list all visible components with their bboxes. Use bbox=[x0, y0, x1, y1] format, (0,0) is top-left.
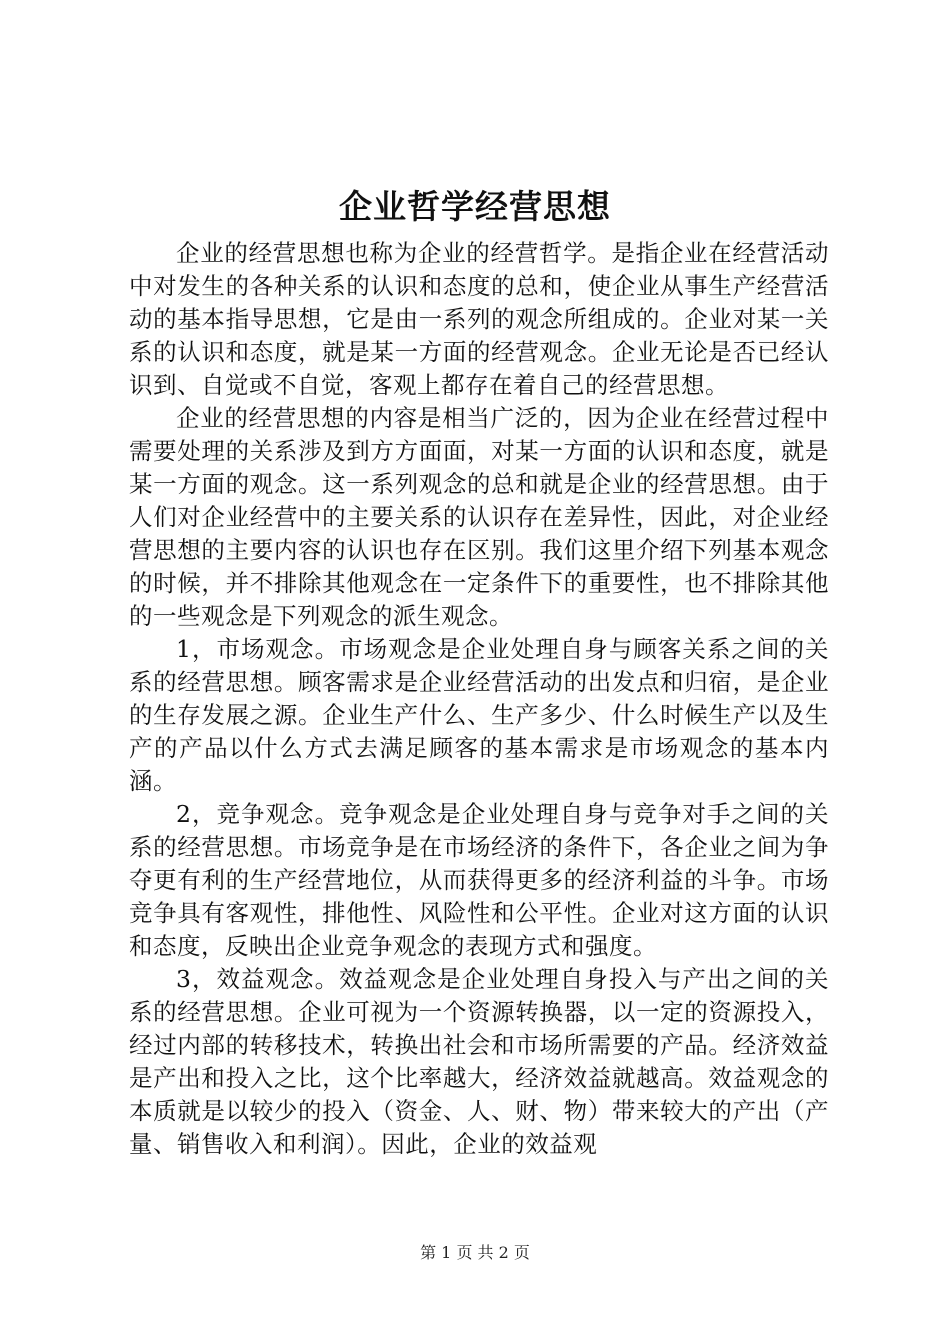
document-title: 企业哲学经营思想 bbox=[339, 187, 611, 226]
paragraph-market-concept: 1，市场观念。市场观念是企业处理自身与顾客关系之间的关系的经营思想。顾客需求是企业经营活动的出发点和归宿，是企业的生存发展之源。企业生产什么、生产多少、什么时候生产以及生产的产品以什么方式去满足顾客的基本需求是市场观念的基本内涵。 bbox=[129, 635, 829, 795]
page-footer: 第 1 页 共 2 页 bbox=[420, 1243, 530, 1262]
paragraph-intro: 企业的经营思想也称为企业的经营哲学。是指企业在经营活动中对发生的各种关系的认识和态度的总和，使企业从事生产经营活动的基本指导思想，它是由一系列的观念所组成的。企业对某一关系的认识和态度，就是某一方面的经营观念。企业无论是否已经认识到、自觉或不自觉，客观上都存在着自己的经营思想。 bbox=[129, 239, 829, 399]
paragraph-content-scope: 企业的经营思想的内容是相当广泛的，因为企业在经营过程中需要处理的关系涉及到方方面面，对某一方面的认识和态度，就是某一方面的观念。这一系列观念的总和就是企业的经营思想。由于人们对企业经营中的主要关系的认识存在差异性，因此，对企业经营思想的主要内容的认识也存在区别。我们这里介绍下列基本观念的时候，并不排除其他观念在一定条件下的重要性，也不排除其他的一些观念是下列观念的派生观念。 bbox=[129, 404, 829, 630]
paragraph-competition-concept: 2，竞争观念。竞争观念是企业处理自身与竞争对手之间的关系的经营思想。市场竞争是在市场经济的条件下，各企业之间为争夺更有利的生产经营地位，从而获得更多的经济利益的斗争。市场竞争具有客观性，排他性、风险性和公平性。企业对这方面的认识和态度，反映出企业竞争观念的表现方式和强度。 bbox=[129, 800, 829, 960]
paragraph-benefit-concept: 3，效益观念。效益观念是企业处理自身投入与产出之间的关系的经营思想。企业可视为一个资源转换器，以一定的资源投入，经过内部的转移技术，转换出社会和市场所需要的产品。经济效益是产出和投入之比，这个比率越大，经济效益就越高。效益观念的本质就是以较少的投入（资金、人、财、物）带来较大的产出（产量、销售收入和利润）。因此，企业的效益观 bbox=[129, 965, 829, 1158]
document-body bbox=[129, 237, 829, 1161]
